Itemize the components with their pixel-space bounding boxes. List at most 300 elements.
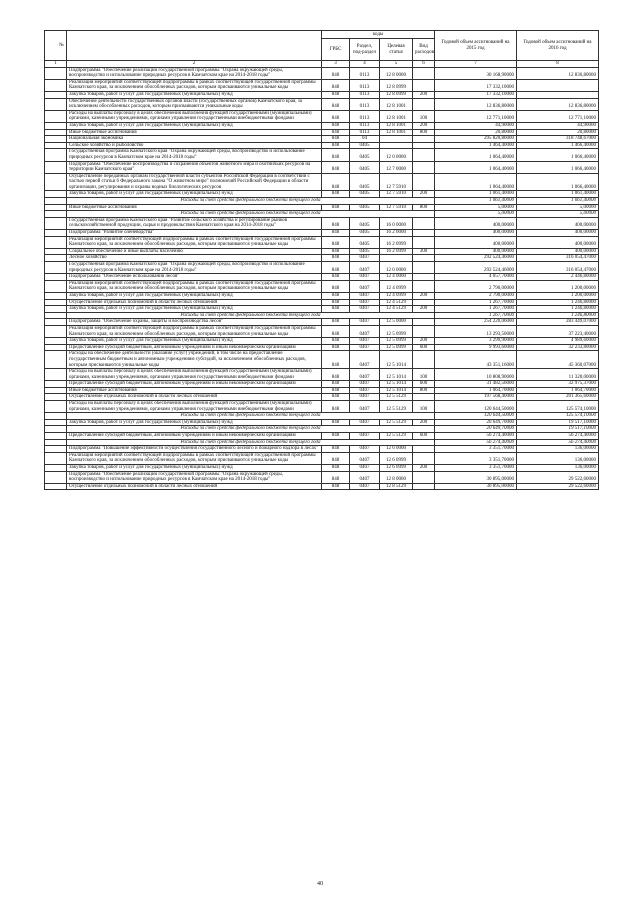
cell-amount-2016: 400,00000 [517,230,599,237]
cell-csr: 12 8 5129 [380,483,413,490]
cell-num [45,98,67,110]
cell-amount-2016: 12 836,80000 [517,98,599,110]
table-row [45,79,599,91]
cell-description: Закупка товаров, работ и услуг для государственных (муниципальных) нужд [67,465,322,472]
cell-csr: 12 0 0000 [380,262,413,274]
cell-amount-2016: 283 449,07000 [517,319,599,326]
cell-vr: 100 [413,401,435,413]
cell-csr: 12 6 0000 [380,446,413,453]
cell-description: Государственная программа Камчатского края "Развитие сельского хозяйства и регулирование рынков сельскохозяйственной продукции, сырья и продовольствия Камчатского края на 2014-2018 годы" [67,217,322,229]
cell-grbs: 848 [322,401,350,413]
cell-grbs: 848 [322,369,350,381]
cell-amount-2015: 1 064,40000 [435,149,517,161]
cell-grbs: 848 [322,419,350,426]
cell-amount-2015: 30 895,00000 [435,483,517,490]
cell-amount-2015: 1 064,70000 [435,387,517,394]
cell-amount-2015: 12 771,10000 [435,110,517,122]
cell-rzpr: 0405 [350,173,380,191]
table-row [45,274,599,281]
cell-vr [413,351,435,369]
cell-rzpr: 0407 [350,369,380,381]
table-row [45,306,599,313]
cell-description: Подпрограмма "Развитие оленеводства" [67,230,322,237]
cell-grbs: 848 [322,274,350,281]
table-row [45,67,599,79]
cell-vr: 800 [413,204,435,211]
cell-amount-2015: 1 267,70000 [435,312,517,319]
cell-amount-2015: 2 790,00000 [435,292,517,299]
cell-amount-2016: 1 200,00000 [517,292,599,299]
cell-csr: 12 5 1014 [380,351,413,369]
cell-amount-2016: 19 517,10000 [517,419,599,426]
cell-rzpr: 0407 [350,394,380,401]
cell-rzpr: 0405 [350,230,380,237]
column-number-cell: 8 [517,61,599,68]
cell-description: Подпрограмма "Обеспечение реализации государственной программы "Охрана окружающей среды, воспроизводство и использование природных ресурсов в Камчатском крае на 2014-2018 годы" [67,67,322,79]
cell-amount-2015: 17 332,10000 [435,91,517,98]
column-number-cell: 5 [380,61,413,68]
cell-description: Реализация мероприятий соответствующей подпрограммы в рамках соответствующей государственной программы Камчатского края, за исключением обособленных расходов, которым присваиваются уникальные коды [67,325,322,337]
cell-grbs: 848 [322,446,350,453]
cell-vr [413,471,435,483]
cell-description: Расходы на выплаты персоналу в целях обеспечения выполнения функций государственными (муниципальными) органами, казенными учреждениями, органами управления государственными внебюджетными фондами [67,369,322,381]
cell-amount-2015: 4 057,70000 [435,274,517,281]
cell-vr: 600 [413,344,435,351]
cell-description: Предоставление субсидий бюджетным, автономным учреждениям и иным некоммерческим организациям [67,344,322,351]
cell-vr [413,452,435,464]
cell-num [45,248,67,255]
cell-description: Закупка товаров, работ и услуг для государственных (муниципальных) нужд [67,292,322,299]
cell-csr [380,142,413,149]
cell-amount-2016: 1 246,80000 [517,312,599,319]
cell-description: Иные бюджетные ассигнования [67,387,322,394]
cell-num [45,381,67,388]
cell-amount-2015: 13 293,50000 [435,325,517,337]
cell-num [45,217,67,229]
cell-amount-2016: 11 320,00000 [517,369,599,381]
cell-vr [413,173,435,191]
table-row [45,483,599,490]
cell-csr: 16 2 0999 [380,248,413,255]
cell-num [45,211,67,218]
cell-rzpr: 0407 [350,465,380,472]
cell-num [45,79,67,91]
cell-amount-2016: 400,00000 [517,217,599,229]
cell-amount-2016: 1 066,40000 [517,161,599,173]
cell-num [45,446,67,453]
cell-rzpr: 0407 [350,351,380,369]
cell-grbs: 848 [322,122,350,129]
cell-amount-2016: 318 748,67000 [517,136,599,143]
cell-description: Закупка товаров, работ и услуг для государственных (муниципальных) нужд [67,122,322,129]
cell-description: Реализация мероприятий соответствующей подпрограммы в рамках соответствующей государственной программы Камчатского края, за исключением обособленных расходов, которым присваиваются уникальные коды [67,452,322,464]
cell-csr: 12 4 0000 [380,274,413,281]
cell-vr [413,136,435,143]
cell-grbs: 848 [322,136,350,143]
cell-vr: 100 [413,369,435,381]
table-row [45,191,599,198]
cell-amount-2016: 316 054,47000 [517,255,599,262]
cell-csr: 12 8 1001 [380,129,413,136]
cell-amount-2016: 1 200,00000 [517,280,599,292]
cell-description: Закупка товаров, работ и услуг для государственных (муниципальных) нужд [67,91,322,98]
cell-vr: 300 [413,248,435,255]
cell-vr: 200 [413,191,435,198]
cell-csr: 12 6 0999 [380,452,413,464]
cell-rzpr: 0407 [350,401,380,413]
cell-amount-2016: 5,00000 [517,204,599,211]
cell-csr: 12 7 0000 [380,161,413,173]
cell-amount-2016: 201 365,60000 [517,394,599,401]
cell-csr: 12 6 0999 [380,465,413,472]
header-num: № [45,31,67,61]
cell-amount-2015: 120 644,50000 [435,413,517,420]
cell-num [45,236,67,248]
cell-description: Осуществление переданных органам государственной власти субъектов Российской Федерации в соответствии с частью первой статьи 6 Федерального закона "О животном мире" полномочий Российской Федерации в области организации, регулирования и охраны водных биологических ресурсов [67,173,322,191]
cell-grbs: 848 [322,452,350,464]
table-row [45,110,599,122]
cell-description: Закупка товаров, работ и услуг для государственных (муниципальных) нужд [67,419,322,426]
table-row [45,122,599,129]
cell-num [45,394,67,401]
cell-amount-2015: 1 064,40000 [435,173,517,191]
cell-vr [413,446,435,453]
cell-csr: 12 5 0999 [380,325,413,337]
table-row [45,401,599,413]
cell-vr [413,299,435,306]
column-number-cell: 4 [350,61,380,68]
table-row [45,446,599,453]
cell-grbs: 848 [322,173,350,191]
cell-rzpr: 0407 [350,306,380,313]
header-grbs: ГРБС [322,39,350,61]
cell-amount-2015: 5,00000 [435,204,517,211]
cell-description: Сельское хозяйство и рыболовство [67,142,322,149]
cell-num [45,149,67,161]
cell-num [45,452,67,464]
cell-rzpr: 0407 [350,292,380,299]
table-note-row [45,413,599,420]
cell-amount-2016: 136,00000 [517,446,599,453]
budget-table-container [44,30,598,490]
cell-num [45,67,67,79]
cell-amount-2016: 1 066,40000 [517,173,599,191]
cell-vr [413,79,435,91]
cell-amount-2016: 37 223,40000 [517,325,599,337]
cell-num [45,465,67,472]
cell-vr: 200 [413,419,435,426]
table-row [45,230,599,237]
header-vr: Вид расходов [413,39,435,61]
cell-vr: 200 [413,465,435,472]
cell-grbs: 848 [322,217,350,229]
cell-rzpr: 0405 [350,142,380,149]
cell-amount-2016: 136,00000 [517,465,599,472]
header-name [67,31,322,61]
table-row [45,338,599,345]
table-row [45,204,599,211]
table-row [45,149,599,161]
table-row [45,173,599,191]
cell-description: Предоставление субсидий бюджетным, автономным учреждениям и иным некоммерческим организациям [67,433,322,440]
cell-amount-2016 [517,91,599,98]
cell-description: Иные бюджетные ассигнования [67,129,322,136]
cell-amount-2015: 2 790,00000 [435,280,517,292]
cell-description: Осуществление отдельных полномочий в области лесных отношений [67,483,322,490]
table-body [45,67,599,490]
cell-note: Расходы за счет средств федерального бюджета текущего года [67,426,435,433]
cell-csr: 12 8 0000 [380,471,413,483]
cell-num [45,280,67,292]
cell-rzpr: 0407 [350,471,380,483]
cell-grbs: 848 [322,67,350,79]
cell-rzpr: 0407 [350,387,380,394]
cell-csr: 16 0 0000 [380,217,413,229]
header-amount-2015: Годовой объем ассигнований на 2015 год [435,31,517,61]
cell-csr: 12 8 0999 [380,91,413,98]
table-row [45,217,599,229]
cell-description: Государственная программа Камчатского края "Охрана окружающей среды, воспроизводство и использование природных ресурсов в Камчатском крае на 2014-2018 годы" [67,262,322,274]
cell-grbs: 848 [322,387,350,394]
header-csr: Целевая статья [380,39,413,61]
cell-amount-2015: 44,90000 [435,122,517,129]
cell-num [45,387,67,394]
cell-num [45,292,67,299]
header-amount-2016: Годовой объем ассигнований на 2016 год [517,31,599,61]
cell-csr: 16 2 0999 [380,236,413,248]
cell-csr: 12 8 1001 [380,110,413,122]
cell-vr: 100 [413,110,435,122]
cell-rzpr: 0405 [350,248,380,255]
cell-csr [380,255,413,262]
cell-amount-2016: 44,90000 [517,122,599,129]
cell-description: Закупка товаров, работ и услуг для государственных (муниципальных) нужд [67,338,322,345]
cell-num [45,401,67,413]
cell-vr [413,325,435,337]
cell-description: Реализация мероприятий соответствующей подпрограммы в рамках соответствующей государственной программы Камчатского края, за исключением обособленных расходов, которым присваиваются уникальные коды [67,236,322,248]
table-row [45,248,599,255]
cell-num [45,433,67,440]
cell-rzpr: 0407 [350,299,380,306]
cell-vr [413,394,435,401]
table-row [45,142,599,149]
cell-rzpr: 0405 [350,236,380,248]
table-note-row [45,211,599,218]
table-note-row [45,426,599,433]
cell-description: Подпрограмма "Обеспечение реализации государственной программы "Охрана окружающей среды, воспроизводство и использование природных ресурсов в Камчатском крае на 2014-2018 годы" [67,471,322,483]
cell-amount-2016: 2 446,80000 [517,274,599,281]
cell-num [45,262,67,274]
cell-csr [380,136,413,143]
cell-vr: 200 [413,306,435,313]
column-number-cell: 2 [67,61,322,68]
cell-vr [413,230,435,237]
cell-grbs: 848 [322,161,350,173]
cell-description: Предоставление субсидий бюджетным, автономным учреждениям и иным некоммерческим организациям [67,381,322,388]
cell-rzpr: 0405 [350,149,380,161]
cell-description: Социальное обеспечение и иные выплаты населению [67,248,322,255]
cell-grbs: 848 [322,142,350,149]
cell-csr: 12 4 0999 [380,292,413,299]
cell-amount-2016: 1 466,40000 [517,142,599,149]
cell-vr [413,161,435,173]
cell-amount-2015: 197 568,40000 [435,394,517,401]
cell-rzpr: 0407 [350,274,380,281]
cell-rzpr: 0407 [350,255,380,262]
cell-num [45,142,67,149]
cell-amount-2016: 29 522,60000 [517,483,599,490]
cell-grbs: 848 [322,110,350,122]
cell-num [45,255,67,262]
cell-vr: 800 [413,129,435,136]
page-number: 40 [317,881,323,887]
cell-rzpr: 0407 [350,280,380,292]
cell-amount-2016: 125 574,10000 [517,401,599,413]
cell-rzpr: 0113 [350,79,380,91]
cell-num [45,110,67,122]
cell-num [45,439,67,446]
cell-amount-2015: 400,00000 [435,248,517,255]
cell-description: Осуществление отдельных полномочий в области лесных отношений [67,299,322,306]
cell-amount-2016: 56 274,40000 [517,439,599,446]
cell-csr: 12 7 5910 [380,204,413,211]
cell-num [45,191,67,198]
cell-amount-2016: 12 771,10000 [517,110,599,122]
cell-amount-2015: 3 299,90000 [435,338,517,345]
cell-num [45,344,67,351]
table-row [45,465,599,472]
cell-rzpr: 0407 [350,419,380,426]
table-row [45,325,599,337]
cell-description: Закупка товаров, работ и услуг для государственных (муниципальных) нужд [67,306,322,313]
cell-vr [413,262,435,274]
budget-table [44,30,599,490]
cell-rzpr: 0407 [350,433,380,440]
cell-num [45,173,67,191]
cell-amount-2016: 12 836,80000 [517,67,599,79]
cell-rzpr: 0405 [350,191,380,198]
cell-description: Закупка товаров, работ и услуг для государственных (муниципальных) нужд [67,191,322,198]
cell-grbs: 848 [322,255,350,262]
cell-amount-2015: 1 267,70000 [435,306,517,313]
cell-rzpr: 0113 [350,110,380,122]
cell-vr [413,280,435,292]
column-number-row [45,61,599,68]
cell-grbs: 848 [322,230,350,237]
cell-amount-2016: 1 064,70000 [517,387,599,394]
cell-vr [413,67,435,79]
cell-num [45,413,67,420]
cell-rzpr: 0405 [350,161,380,173]
cell-grbs: 848 [322,344,350,351]
cell-rzpr: 0407 [350,452,380,464]
cell-num [45,338,67,345]
cell-rzpr: 0407 [350,446,380,453]
cell-vr [413,255,435,262]
cell-amount-2015: 20 649,70000 [435,426,517,433]
cell-vr [413,274,435,281]
cell-amount-2015: 56 274,40000 [435,433,517,440]
cell-rzpr: 0113 [350,67,380,79]
cell-grbs: 848 [322,394,350,401]
cell-note: Расходы за счет средств федерального бюджета текущего года [67,312,435,319]
cell-amount-2016: 1 061,40000 [517,191,599,198]
column-number-cell: 6 [413,61,435,68]
cell-amount-2016: 136,00000 [517,452,599,464]
cell-description: Иные бюджетные ассигнования [67,204,322,211]
cell-csr: 12 5 5129 [380,433,413,440]
cell-num [45,91,67,98]
cell-amount-2015: 9 993,60000 [435,344,517,351]
cell-amount-2016: 400,00000 [517,236,599,248]
cell-vr: 600 [413,433,435,440]
cell-csr: 12 5 0999 [380,344,413,351]
cell-num [45,204,67,211]
table-row [45,369,599,381]
table-note-row [45,198,599,205]
cell-amount-2016: 20,80000 [517,129,599,136]
cell-vr: 600 [413,381,435,388]
cell-num [45,483,67,490]
cell-amount-2016: 1 246,80000 [517,299,599,306]
cell-rzpr: 04 [350,136,380,143]
cell-amount-2016: 45 360,07000 [517,351,599,369]
cell-grbs: 848 [322,306,350,313]
cell-amount-2016: 125 574,10000 [517,413,599,420]
cell-amount-2015: 254 220,06000 [435,319,517,326]
cell-amount-2015: 292 524,46000 [435,262,517,274]
cell-grbs: 848 [322,483,350,490]
cell-description: Подпрограмма "Обеспечение охраны, защиты и воспроизводства лесов" [67,319,322,326]
cell-num [45,299,67,306]
cell-amount-2015: 30 168,90000 [435,67,517,79]
cell-amount-2015: 20,80000 [435,129,517,136]
cell-grbs: 848 [322,292,350,299]
cell-description: Подпрограмма "Повышение эффективности осуществления государственного лесного и пожарного надзора в лесах" [67,446,322,453]
cell-rzpr: 0407 [350,262,380,274]
table-row [45,98,599,110]
cell-csr: 16 2 0000 [380,230,413,237]
cell-description: Расходы на выплаты персоналу в целях обеспечения выполнения функций государственными (муниципальными) органами, казенными учреждениями, органами управления государственными внебюджетными фондами [67,401,322,413]
cell-csr: 12 8 1001 [380,98,413,110]
cell-csr: 12 5 1014 [380,381,413,388]
cell-amount-2016: 29 522,60000 [517,471,599,483]
cell-grbs: 848 [322,351,350,369]
cell-vr [413,142,435,149]
cell-grbs: 848 [322,381,350,388]
cell-grbs: 848 [322,280,350,292]
cell-grbs: 848 [322,262,350,274]
cell-note: Расходы за счет средств федерального бюджета текущего года [67,413,435,420]
cell-grbs: 848 [322,236,350,248]
cell-amount-2015: 43 351,16000 [435,351,517,369]
cell-grbs: 848 [322,319,350,326]
cell-csr: 12 0 0000 [380,149,413,161]
cell-vr: 200 [413,91,435,98]
cell-amount-2016: 1 061,40000 [517,198,599,205]
cell-description: Расходы на выплаты персоналу в целях обеспечения выполнения функций государственными (муниципальными) органами, казенными учреждениями, органами управления государственными внебюджетными фондами [67,110,322,122]
cell-csr: 12 7 5910 [380,191,413,198]
cell-amount-2015: 295 820,86000 [435,136,517,143]
cell-grbs: 848 [322,465,350,472]
cell-amount-2015: 1 061,40000 [435,191,517,198]
cell-amount-2016: 1 246,80000 [517,306,599,313]
table-note-row [45,439,599,446]
cell-amount-2015: 1 267,70000 [435,299,517,306]
cell-vr: 200 [413,338,435,345]
cell-rzpr: 0407 [350,325,380,337]
table-row [45,299,599,306]
